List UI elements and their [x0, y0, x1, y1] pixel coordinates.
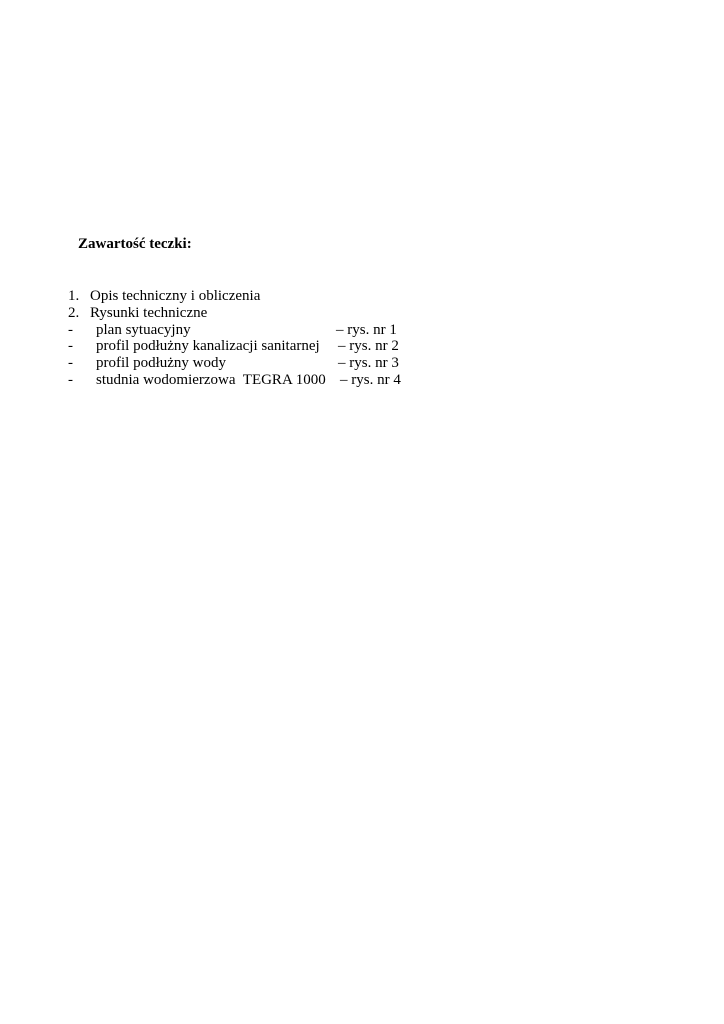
list-item: [68, 322, 428, 339]
drawing-reference: – rys. nr 1: [336, 321, 397, 338]
list-item-label: profil podłużny kanalizacji sanitarnej: [96, 338, 320, 355]
list-item: [68, 355, 428, 372]
list-item-dash: -: [68, 321, 73, 338]
list-item-label: plan sytuacyjny: [96, 321, 191, 338]
contents-list: [68, 288, 428, 389]
contents-heading: Zawartość teczki:: [78, 236, 192, 252]
drawing-reference: – rys. nr 4: [340, 371, 401, 388]
list-item-label: Opis techniczny i obliczenia: [90, 288, 261, 304]
list-item-dash: -: [68, 371, 73, 388]
list-item-number: 1.: [68, 288, 80, 304]
list-item-label: Rysunki techniczne: [90, 304, 208, 321]
list-item-number: 2.: [68, 304, 80, 321]
list-item-dash: -: [68, 355, 73, 372]
list-item: [68, 305, 428, 322]
list-item-dash: -: [68, 338, 73, 355]
list-item: [68, 372, 428, 389]
list-item: [68, 338, 428, 355]
list-item: [68, 288, 428, 305]
list-item-label: profil podłużny wody: [96, 355, 226, 372]
drawing-reference: – rys. nr 2: [338, 338, 399, 355]
list-item-label: studnia wodomierzowa TEGRA 1000: [96, 371, 326, 388]
drawing-reference: – rys. nr 3: [338, 355, 399, 372]
